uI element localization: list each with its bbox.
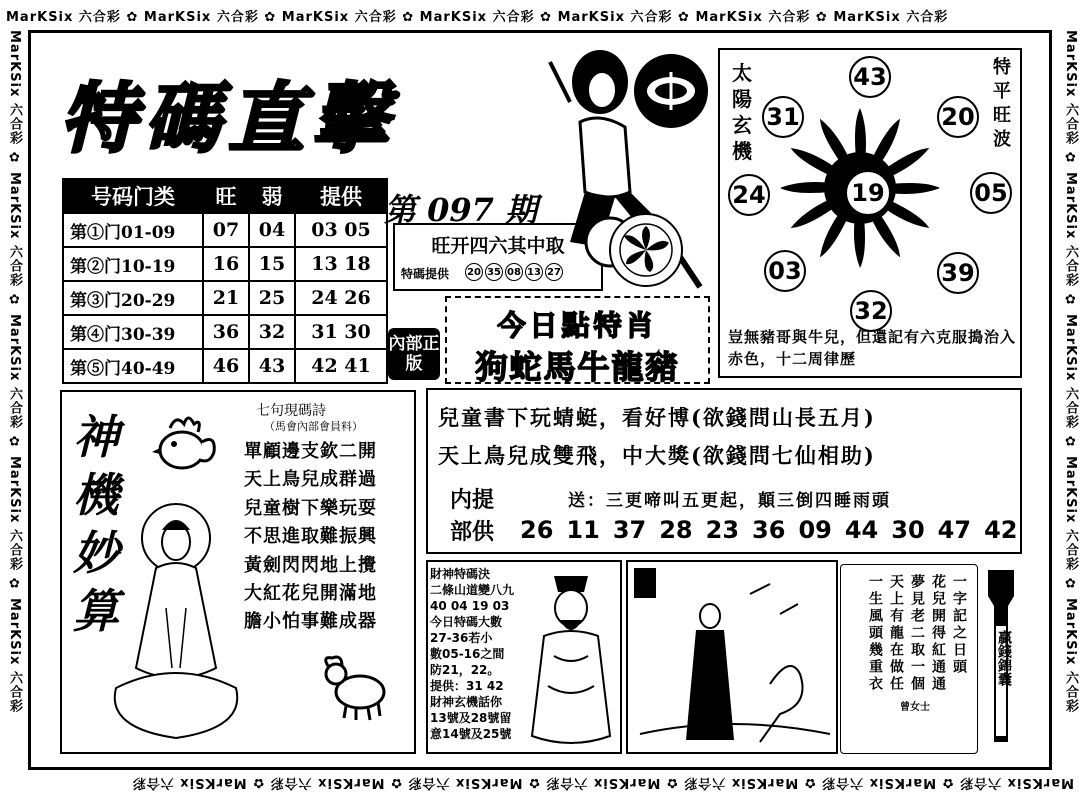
- ruo-value: 15: [249, 247, 295, 281]
- recommended-number: 36: [752, 516, 786, 544]
- border-bottom: MarKSix 六合彩 ✿ MarKSix 六合彩 ✿ MarKSix 六合彩 ✿ MarKSix 六合彩 ✿ MarKSix 六合彩 ✿ MarKSix 六合彩 ✿ MarKSix 六合彩: [131, 775, 1074, 790]
- internal-edition-badge: 內部正版: [388, 328, 440, 380]
- poem-line: 天上鳥兒成群過: [244, 469, 377, 491]
- wealth-line: 防21，22。: [430, 663, 500, 677]
- riddle-column: 天上有龍在做任: [888, 574, 904, 693]
- shenji-miaosuan-label: 神機妙算: [73, 410, 119, 638]
- sun-number-ball: 05: [970, 172, 1012, 214]
- sun-number-ball: 32: [850, 290, 892, 332]
- poem-title: 七句現碼詩: [256, 403, 326, 419]
- poem-line: 膽小怕事難成器: [244, 611, 377, 633]
- header-provide: 提供: [295, 179, 387, 213]
- today-title: 今日點特肖: [497, 309, 658, 342]
- sun-number-ball: 24: [728, 174, 770, 216]
- poem-line: 單顧邊支欽二開: [244, 441, 377, 462]
- bauhinia-emblem-icon: [608, 212, 684, 288]
- tip-number-ball: 20: [465, 263, 483, 281]
- wealth-god-illustration: [524, 566, 618, 750]
- poem-line: 兒童樹下樂玩耍: [244, 497, 377, 519]
- recommended-number: 30: [891, 516, 925, 544]
- rhyme-line-2: 天上鳥兒成雙飛，中大獎(欲錢問七仙相助): [438, 443, 876, 468]
- poem-subtitle: （馬會內部會員料）: [264, 420, 363, 433]
- door-label: 第④门30-39: [63, 315, 203, 349]
- recommended-number: 28: [659, 516, 693, 544]
- provide-value: 31 30: [295, 315, 387, 349]
- recommended-number: 23: [705, 516, 740, 544]
- table-row: [63, 281, 387, 315]
- today-zodiac-box: [445, 296, 710, 384]
- provide-value: 42 41: [295, 349, 387, 383]
- riddle-column: 一生風頭幾重衣: [867, 574, 883, 693]
- lottery-logo-icon: [632, 52, 710, 130]
- sun-number-ball: 20: [937, 96, 979, 138]
- wang-value: 16: [203, 247, 249, 281]
- tip-label: 特碼提供: [401, 267, 450, 281]
- sun-number-ball: 43: [849, 56, 891, 98]
- inner-provide-label: 内提部供: [450, 487, 495, 545]
- sun-right-label: 特平旺波: [993, 57, 1011, 150]
- sun-number-ball: 39: [937, 252, 979, 294]
- guanyin-illustration: [96, 498, 256, 748]
- scholar-crane-illustration: [630, 564, 836, 750]
- table-row: [63, 247, 387, 281]
- door-label: 第①门01-09: [63, 213, 203, 247]
- recommended-number: 44: [844, 516, 879, 544]
- sun-left-label: 太陽玄機: [732, 61, 752, 163]
- poem-line: 黃劍閃閃地上攪: [244, 554, 377, 576]
- goat-icon: [320, 652, 390, 722]
- riddle-columns: [866, 574, 968, 693]
- border-right: MarKSix 六合彩 ✿ MarKSix 六合彩 ✿ MarKSix 六合彩 ✿ MarKSix 六合彩 ✿ MarKSix 六合彩: [1063, 30, 1078, 713]
- riddle-column: 花兒開得紅通通: [930, 574, 946, 693]
- recommended-number: 11: [566, 516, 600, 544]
- poem-line: 大紅花兒開滿地: [244, 583, 377, 605]
- header-ruo: 弱: [249, 179, 295, 213]
- number-table: [62, 178, 388, 384]
- wang-value: 21: [203, 281, 249, 315]
- issue-number: 第 097 期: [384, 191, 538, 229]
- header-door: 号码门类: [63, 179, 203, 213]
- lucky-bag-label: 贏錢錦囊: [996, 630, 1012, 686]
- wealth-line: 13號及28號留: [430, 711, 512, 725]
- wealth-line: 數05-16之間: [430, 647, 505, 661]
- table-row: [63, 349, 387, 383]
- table-row: [63, 315, 387, 349]
- ruo-value: 25: [249, 281, 295, 315]
- door-label: 第②门10-19: [63, 247, 203, 281]
- wang-value: 07: [203, 213, 249, 247]
- riddle-column: 一字記之日頭: [951, 574, 967, 676]
- rhyme-line-1: 兒童書下玩蜻蜓，看好博(欲錢問山長五月): [438, 405, 876, 430]
- wealth-line: 提供：31 42: [430, 679, 504, 693]
- sun-center-number: 19: [845, 170, 891, 216]
- wang-value: 36: [203, 315, 249, 349]
- recommended-numbers: [520, 516, 1017, 544]
- riddle-signature: 曾女士: [900, 702, 930, 713]
- ruo-value: 43: [249, 349, 295, 383]
- rooster-icon: [150, 408, 220, 480]
- recommended-number: 09: [798, 516, 832, 544]
- recommended-number: 42: [984, 516, 1018, 544]
- wealth-line: 財神玄機話你: [430, 695, 503, 709]
- door-label: 第③门20-29: [63, 281, 203, 315]
- page-title: 特碼直擊: [60, 74, 396, 163]
- wealth-line: 意14號及25號: [430, 727, 512, 741]
- provide-value: 13 18: [295, 247, 387, 281]
- border-left: MarKSix 六合彩 ✿ MarKSix 六合彩 ✿ MarKSix 六合彩 ✿ MarKSix 六合彩 ✿ MarKSix 六合彩: [7, 30, 22, 713]
- poem-line: 不思進取難振興: [244, 526, 377, 548]
- door-label: 第⑤门40-49: [63, 349, 203, 383]
- provide-value: 03 05: [295, 213, 387, 247]
- table-row: [63, 213, 387, 247]
- wang-value: 46: [203, 349, 249, 383]
- table-header-row: [63, 179, 387, 213]
- poem-lines: [244, 438, 377, 637]
- border-top: MarKSix 六合彩 ✿ MarKSix 六合彩 ✿ MarKSix 六合彩 ✿ MarKSix 六合彩 ✿ MarKSix 六合彩 ✿ MarKSix 六合彩 ✿ MarKSix 六合彩: [6, 10, 949, 25]
- rhyme-line-3: 送：三更啼叫五更起，顛三倒四睡雨頭: [568, 491, 891, 511]
- ruo-value: 04: [249, 213, 295, 247]
- sun-poem: 豈無豬哥與牛兒，但還記有六克服搗治入赤色，十二周律歷: [728, 328, 1017, 368]
- header-wang: 旺: [203, 179, 249, 213]
- wealth-line: 27-36若小: [430, 631, 493, 645]
- wealth-line: 二條山道變八九: [430, 583, 515, 597]
- tip-main: 旺开四六其中取: [431, 235, 565, 257]
- provide-value: 24 26: [295, 281, 387, 315]
- recommended-number: 26: [520, 516, 554, 544]
- sun-number-ball: 31: [762, 96, 804, 138]
- wealth-line: 財神特碼決: [430, 567, 491, 581]
- recommended-number: 47: [937, 516, 972, 544]
- sun-number-ball: 03: [764, 250, 806, 292]
- tip-number-ball: 35: [485, 263, 503, 281]
- ruo-value: 32: [249, 315, 295, 349]
- today-zodiacs: 狗蛇馬牛龍豬: [475, 348, 680, 386]
- tip-number-ball: 08: [505, 263, 523, 281]
- recommended-number: 37: [612, 516, 647, 544]
- tip-number-ball: 27: [545, 263, 563, 281]
- wealth-line: 40 04 19 03: [430, 599, 510, 613]
- riddle-column: 夢見老二取一個: [909, 574, 925, 693]
- tip-number-ball: 13: [525, 263, 543, 281]
- wealth-line: 今日特碼大數: [430, 615, 503, 629]
